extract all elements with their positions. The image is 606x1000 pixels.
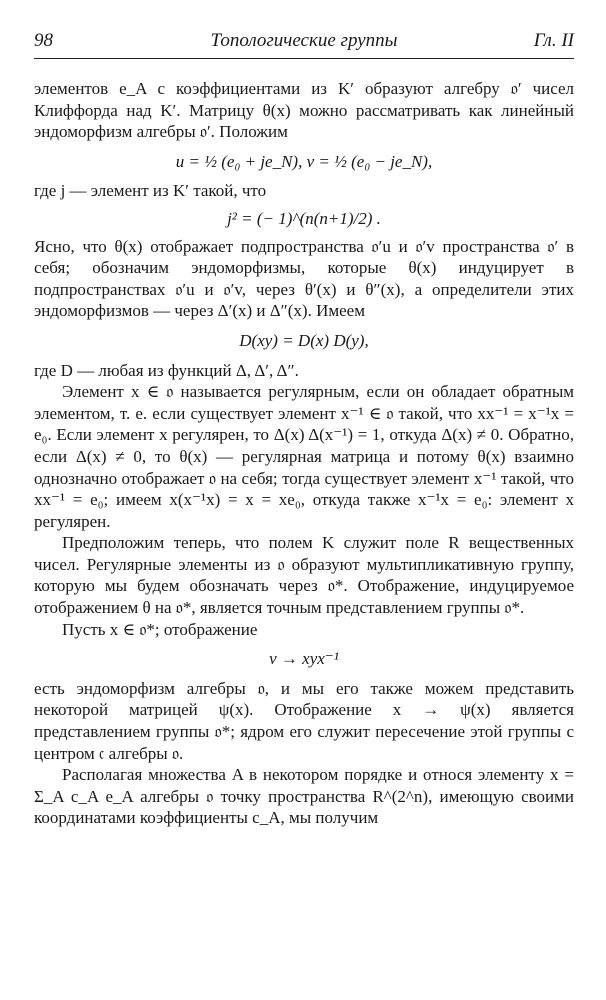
page-number: 98 [34, 30, 53, 51]
formula-j-squared: j² = (− 1)^(n(n+1)/2) . [227, 208, 381, 228]
paragraph: элементов e_A с коэффициентами из K′ образуют алгебру 𝔬′ чисел Клиффорда над K′. Матрицу θ(x) можно рассматривать как линейный эндоморфизм алгебры 𝔬′. Положим [34, 79, 574, 142]
formula-uv: u = ½ (e₀ + je_N), v = ½ (e₀ − je_N), [175, 151, 433, 171]
paragraph: Располагая множества A в некотором порядке и относя элементу x = Σ_A c_A e_A алгебры 𝔬 точку пространства R^(2^n), имеющую своими координатами коэффициенты c_A, мы получим [34, 765, 574, 828]
paragraph: есть эндоморфизм алгебры 𝔬, и мы его также можем представить некоторой матрицей ψ(x). Отображение x → ψ(x) является представлением группы 𝔬*; ядром его служит пересечение этой группы с центром 𝔠 алгебры 𝔬. [34, 678, 574, 763]
paragraph: где D — любая из функций Δ, Δ′, Δ″. [34, 360, 299, 380]
formula-conjugation: v → xyx⁻¹ [269, 649, 339, 669]
header-rule [34, 58, 574, 59]
chapter-label: Гл. II [533, 30, 574, 51]
paragraph: где j — элемент из K′ такой, что [34, 181, 267, 201]
running-title: Топологические группы [210, 30, 398, 51]
paragraph: Ясно, что θ(x) отображает подпространства 𝔬′u и 𝔬′v пространства 𝔬′ в себя; обозначим эндоморфизмы, которые θ(x) индуцирует в подпространствах 𝔬′u и 𝔬′v, через θ′(x) и θ″(x), а определители этих эндоморфизмов — через Δ′(x) и Δ″(x). Имеем [34, 236, 574, 321]
running-header [34, 28, 574, 56]
paragraph: Предположим теперь, что полем K служит поле R вещественных чисел. Регулярные элементы из 𝔬 образуют мультипликативную группу, которую мы будем обозначать через 𝔬*. Отображение, индуцируемое отображением θ на 𝔬*, является точным представлением группы 𝔬*. [34, 533, 574, 618]
formula-determinant: D(xy) = D(x) D(y), [239, 330, 369, 350]
page-body [34, 78, 574, 829]
book-page [34, 28, 574, 828]
paragraph: Пусть x ∈ 𝔬*; отображение [62, 619, 258, 639]
paragraph-regular: Элемент x ∈ 𝔬 называется регулярным, если он обладает обратным элементом, т. е. если существует элемент x⁻¹ ∈ 𝔬 такой, что xx⁻¹ = x⁻¹x = e₀. Если элемент x регулярен, то Δ(x) Δ(x⁻¹) = 1, откуда Δ(x) ≠ 0. Обратно, если Δ(x) ≠ 0, то θ(x) — регулярная матрица и потому θ(x) взаимно однозначно отображает 𝔬 на себя; тогда существует элемент x⁻¹ такой, что xx⁻¹ = e₀; имеем x(x⁻¹x) = x = xe₀, откуда также x⁻¹x = e₀: элемент x регулярен. [34, 382, 574, 531]
